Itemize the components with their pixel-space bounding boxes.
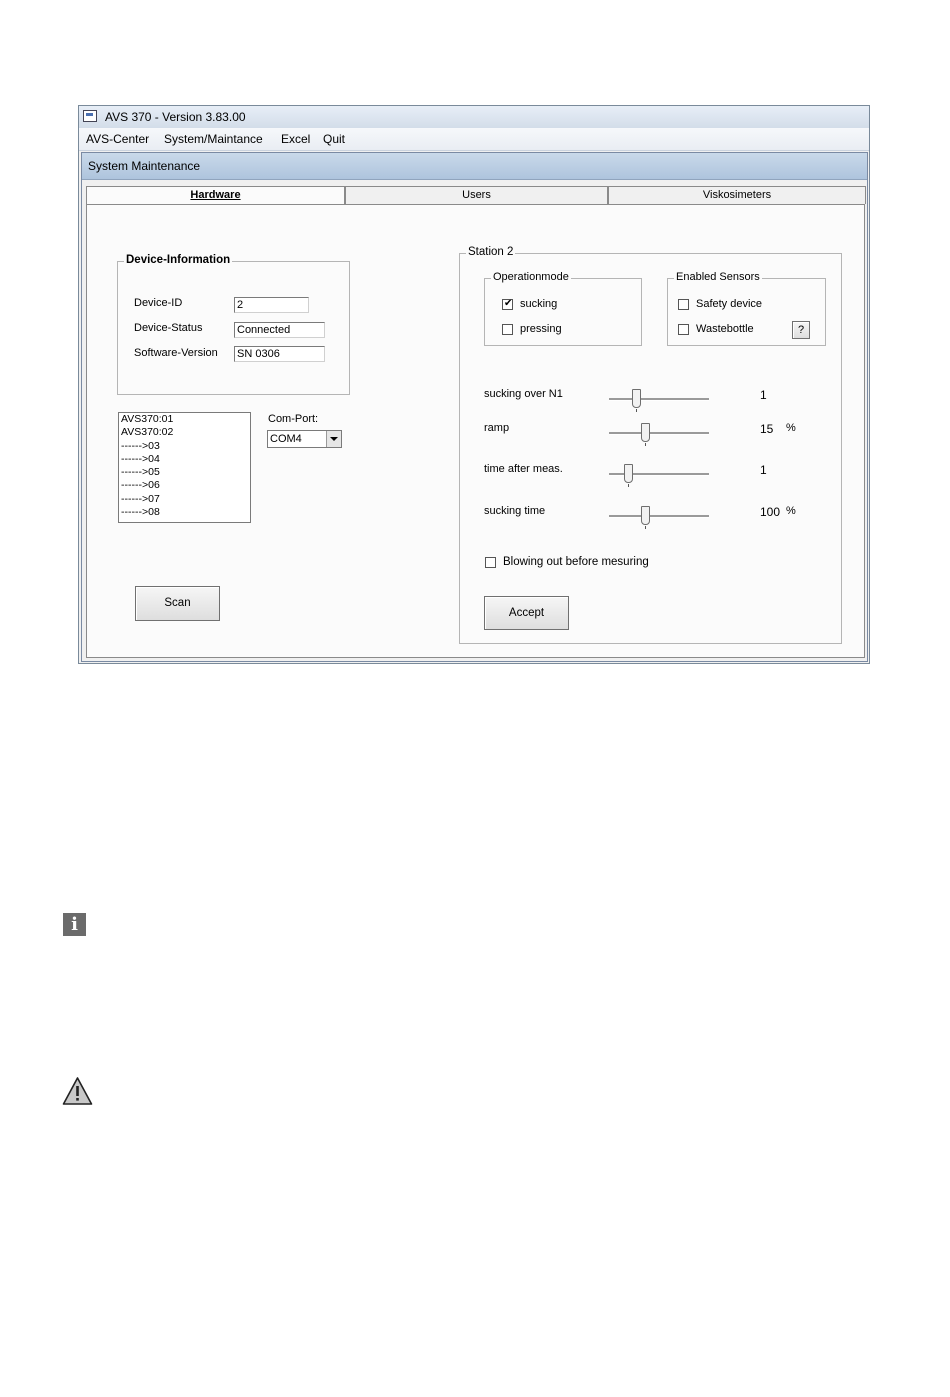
hardware-tab-panel — [86, 204, 865, 658]
slider-tick — [645, 443, 646, 446]
check-icon: ✔ — [504, 298, 513, 309]
sucking-time-label: sucking time — [484, 505, 546, 517]
slider-tick — [636, 409, 637, 412]
ramp-value: 15 — [760, 422, 774, 436]
software-version-field[interactable]: SN 0306 — [234, 346, 325, 362]
tab-users[interactable] — [345, 186, 608, 204]
window-title: AVS 370 - Version 3.83.00 — [105, 110, 246, 124]
menu-excel[interactable]: Excel — [281, 132, 311, 146]
list-item[interactable]: AVS370:01 — [121, 413, 174, 425]
station-group — [459, 246, 842, 644]
title-bar[interactable] — [79, 106, 869, 129]
system-maintenance-window — [81, 152, 868, 662]
software-version-label: Software-Version — [134, 347, 218, 359]
ramp-unit: % — [786, 422, 796, 434]
device-information-label: Device-Information — [126, 254, 231, 266]
sucking-checkbox[interactable] — [502, 299, 513, 310]
safety-device-checkbox[interactable] — [678, 299, 689, 310]
chevron-down-icon[interactable] — [326, 431, 341, 447]
child-title-bar[interactable] — [82, 153, 867, 180]
enabled-sensors-label: Enabled Sensors — [676, 271, 760, 283]
wastebottle-checkbox[interactable] — [678, 324, 689, 335]
sucking-time-slider[interactable] — [609, 506, 709, 526]
list-item[interactable]: ------>04 — [121, 452, 160, 465]
blowing-out-checkbox[interactable] — [485, 557, 496, 568]
list-item[interactable]: ------>07 — [121, 492, 160, 505]
sucking-label: sucking — [520, 298, 558, 310]
ramp-label: ramp — [484, 422, 510, 434]
slider-thumb[interactable] — [632, 389, 641, 408]
operationmode-label: Operationmode — [493, 271, 569, 283]
app-icon — [83, 110, 97, 122]
device-id-label: Device-ID — [134, 297, 183, 309]
sucking-over-n1-label: sucking over N1 — [484, 388, 563, 400]
tab-viskosimeters[interactable] — [608, 186, 866, 204]
info-icon: i — [63, 913, 86, 936]
menu-quit[interactable]: Quit — [323, 132, 346, 146]
slider-tick — [645, 526, 646, 529]
device-id-field[interactable]: 2 — [234, 297, 309, 313]
com-port-label: Com-Port: — [268, 413, 319, 425]
sucking-time-unit: % — [786, 505, 796, 517]
com-port-select[interactable] — [267, 430, 342, 448]
menu-system-maintance[interactable]: System/Maintance — [164, 132, 263, 146]
com-port-value: COM4 — [270, 433, 302, 445]
list-item[interactable]: ------>06 — [121, 479, 160, 492]
help-button[interactable]: ? — [792, 321, 810, 339]
device-listbox[interactable] — [118, 412, 251, 523]
enabled-sensors-group — [667, 271, 826, 346]
station-label: Station 2 — [468, 246, 514, 258]
time-after-meas-label: time after meas. — [484, 463, 563, 475]
list-item[interactable]: ------>03 — [121, 439, 160, 452]
slider-thumb[interactable] — [624, 464, 633, 483]
device-status-label: Device-Status — [134, 322, 203, 334]
sucking-over-n1-slider[interactable] — [609, 389, 709, 409]
pressing-label: pressing — [520, 323, 562, 335]
slider-tick — [628, 484, 629, 487]
tab-users-label: Users — [462, 189, 491, 201]
blowing-out-label: Blowing out before mesuring — [503, 556, 649, 568]
slider-thumb[interactable] — [641, 506, 650, 525]
wastebottle-label: Wastebottle — [696, 323, 754, 335]
warning-icon — [62, 1076, 93, 1106]
tab-viskosimeters-label: Viskosimeters — [702, 189, 772, 201]
list-item[interactable]: ------>08 — [121, 506, 160, 519]
sucking-time-value: 100 — [760, 505, 781, 519]
child-window-title: System Maintenance — [88, 159, 201, 173]
app-window — [78, 105, 870, 664]
slider-thumb[interactable] — [641, 423, 650, 442]
device-information-group — [117, 254, 350, 395]
accept-button[interactable]: Accept — [484, 596, 569, 630]
operationmode-group — [484, 271, 642, 346]
scan-button[interactable]: Scan — [135, 586, 220, 621]
time-after-meas-slider[interactable] — [609, 464, 709, 484]
safety-device-label: Safety device — [696, 298, 763, 310]
ramp-slider[interactable] — [609, 423, 709, 443]
menu-avs-center[interactable]: AVS-Center — [86, 132, 150, 146]
time-after-meas-value: 1 — [760, 463, 767, 477]
tab-hardware[interactable] — [86, 186, 345, 205]
device-status-field[interactable]: Connected — [234, 322, 325, 338]
list-item[interactable]: ------>05 — [121, 466, 160, 479]
tab-hardware-label: Hardware — [190, 189, 241, 201]
menu-bar — [79, 128, 869, 151]
sucking-over-n1-value: 1 — [760, 388, 767, 402]
pressing-checkbox[interactable] — [502, 324, 513, 335]
list-item[interactable]: AVS370:02 — [121, 426, 174, 439]
